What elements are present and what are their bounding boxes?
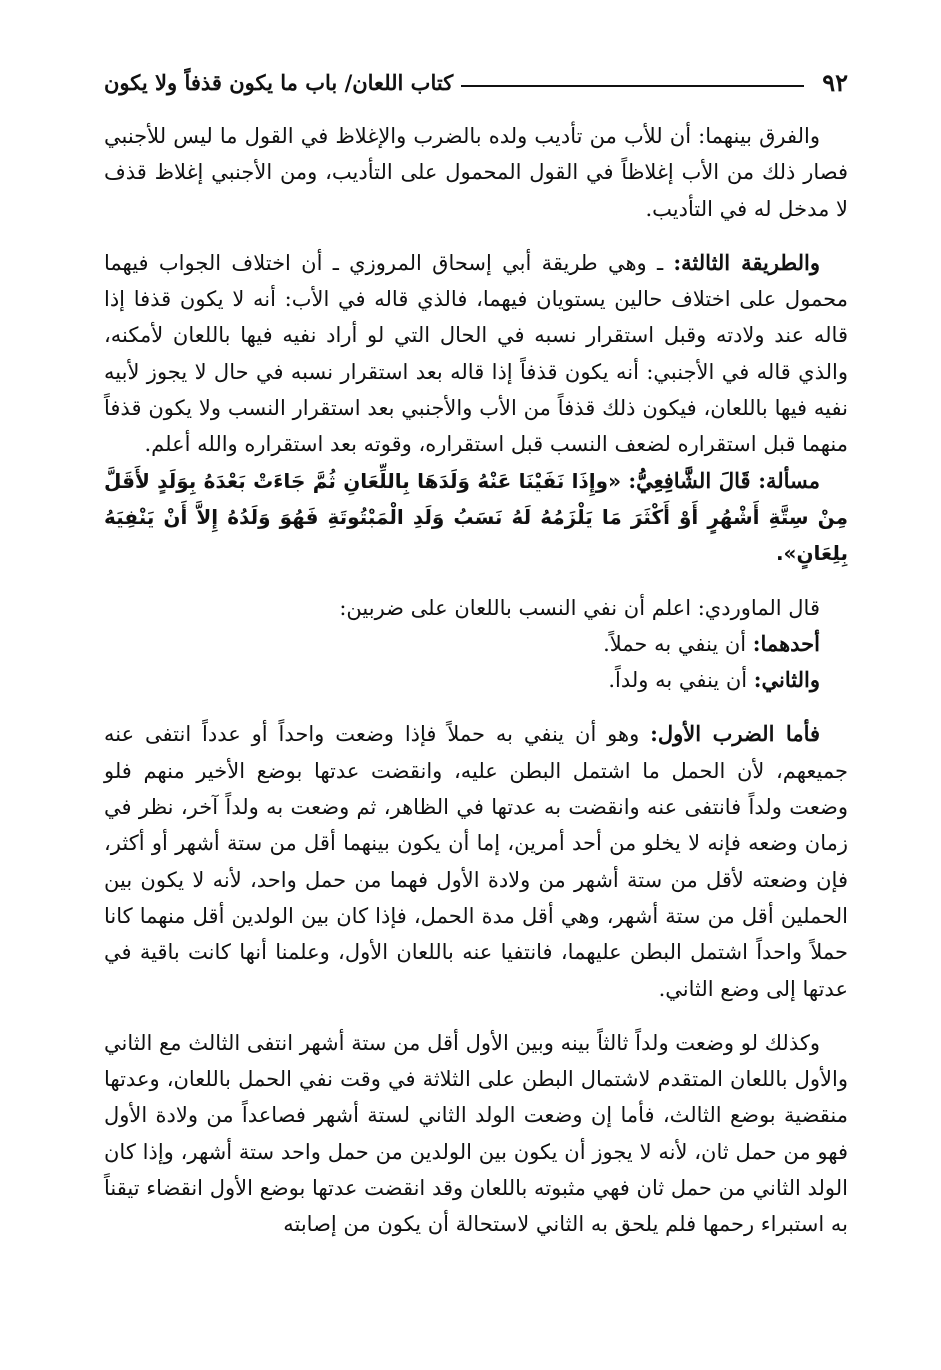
paragraph-first-kind (104, 716, 848, 1006)
paragraph-first-type (104, 626, 848, 662)
paragraph-issue (104, 463, 848, 572)
paragraph-third-method (104, 245, 848, 463)
paragraph-mawardi: قال الماوردي: اعلم أن نفي النسب باللعان على ضربين: (339, 595, 820, 620)
second-type-text: أن ينفي به ولداً. (608, 668, 754, 693)
page-body (104, 118, 848, 1243)
third-method-text: ـ وهي طريقة أبي إسحاق المروزي ـ أن اختلاف الجواب فيهما محمول على اختلاف حالين يستويان فيهما، فالذي قاله في الأب: أنه لا يكون قذفا إذا قاله عند ولادته وقبل استقرار نسبه في الحال التي لو أراد نفيه فيها باللعان لأمكنه، والذي قاله في الأجنبي: أنه يكون قذفاً إذا قاله بعد استقرار نسبه في حال لا يجوز لأبيه نفيه فيها باللعان، فيكون ذلك قذفاً من الأب والأجنبي بعد استقرار النسب ولا يكون قذفاً منهما قبل استقراره لضعف النسب قبل استقراره، وقوته بعد استقراره والله أعلم. (104, 250, 848, 457)
second-type-label: والثاني: (753, 667, 820, 693)
issue-heading: مسألة: قَالَ الشَّافِعِيُّ: (628, 467, 820, 493)
paragraph-difference: والفرق بينهما: أن للأب من تأديب ولده بالضرب والإغلاظ في القول ما ليس للأجنبي فصار ذلك من الأب إغلاظاً في القول المحمول على التأديب، ومن الأجنبي إغلاظ قذف لا مدخل له في التأديب. (104, 124, 848, 221)
first-type-label: أحدهما: (752, 630, 820, 656)
shafii-quote: «وإِذَا نَفَيْنَا عَنْهُ وَلَدَهَا بِاللِّعَانِ ثُمَّ جَاءَتْ بَعْدَهُ بِوَلَدٍ لأَقَلَّ مِنْ سِتَّةِ أَشْهُرٍ أَوْ أَكْثَرَ مَا يَلْزَمُهُ لَهُ نَسَبُ وَلَدِ الْمَبْتُوتَةِ فَهُوَ وَلَدُهُ إِلاَّ أَنْ يَنْفِيَهُ بِلِعَانٍ». (104, 468, 848, 566)
page-number: ٩٢ (822, 67, 848, 97)
running-title: كتاب اللعان/ باب ما يكون قذفاً ولا يكون (104, 69, 454, 95)
first-kind-text: وهو أن ينفي به حملاً فإذا وضعت واحداً أو عدداً انتفى عنه جميعهم، لأن الحمل ما اشتمل البطن عليه، وانقضت عدتها بوضع الأخير منهم فلو وضعت ولداً فانتفى عنه وانقضت به عدتها في الظاهر، ثم وضعت به ولداً آخر، نظر في زمان وضعه فإنه لا يخلو من أحد أمرين، إما أن يكون بينهما أقل من ستة أشهر أو أكثر، فإن وضعته لأقل من ستة أشهر من ولادة الأول فهما من حمل واحد، لأنه لا يكون بين الحملين أقل من ستة أشهر، وهي أقل مدة الحمل، فإذا كان بين الولدين أقل منهما كانا حملاً واحداً اشتمل البطن عليهما، فانتفيا عنه باللعان الأول، وعلمنا أنها كانت باقية في عدتها إلى وضع الثاني. (104, 722, 848, 1001)
header-rule (461, 85, 804, 87)
paragraph-second-type (104, 662, 848, 698)
page-header (104, 62, 848, 102)
first-type-text: أن ينفي به حملاً. (603, 631, 753, 656)
third-method-heading: والطريقة الثالثة: (673, 249, 820, 275)
paragraph-third-child: وكذلك لو وضعت ولداً ثالثاً بينه وبين الأول أقل من ستة أشهر انتفى الثالث مع الثاني والأول باللعان المتقدم لاشتمال البطن على الثلاثة في وقت نفي الحمل باللعان، وعدتها منقضية بوضع الثالث، فأما إن وضعت الولد الثاني لستة أشهر فصاعداً من ولادة الأول فهو من حمل ثان، لأنه لا يجوز أن يكون بين الولدين من حمل واحد ستة أشهر، وإذا كان الولد الثاني من حمل ثان فهي مثبوته باللعان وقد انقضت عدتها بوضع الأول انقضاء تيقناً به استبراء رحمها فلم يلحق به الثاني لاستحالة أن يكون من إصابته (104, 1030, 848, 1237)
first-kind-heading: فأما الضرب الأول: (650, 721, 821, 747)
